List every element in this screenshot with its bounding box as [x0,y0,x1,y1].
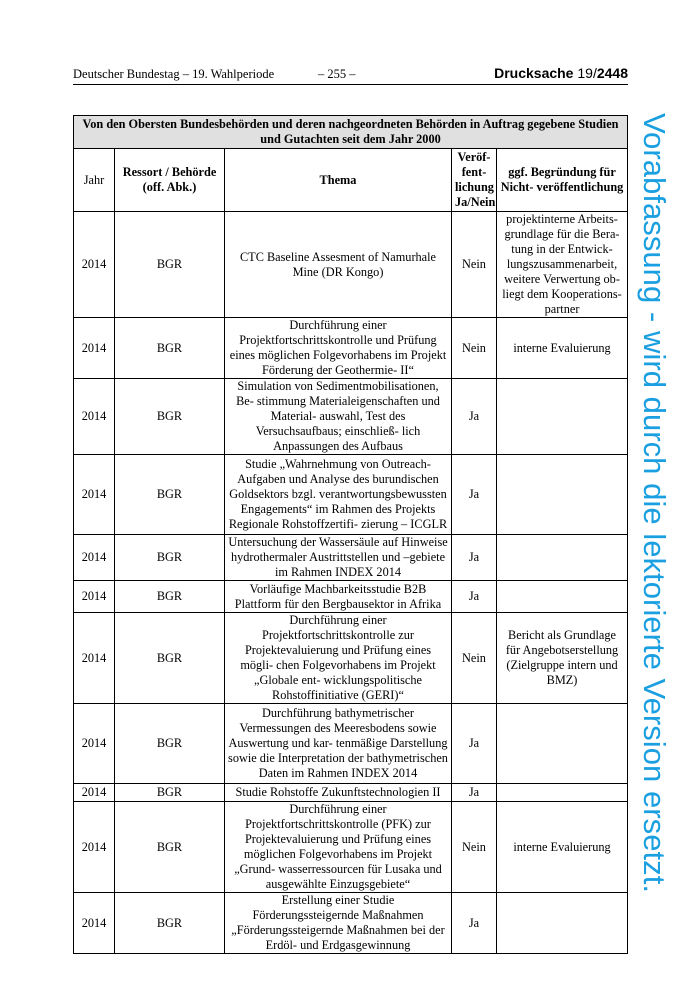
page-header [73,65,628,85]
cell-veroeffentlichung: Ja [452,535,497,581]
column-header-thema: Thema [225,149,452,212]
cell-jahr: 2014 [74,704,115,784]
cell-ressort: BGR [115,704,225,784]
cell-thema: Durchführung einer Projektfortschrittskontrolle und Prüfung eines möglichen Folgevorhabens im Projekt Förderung der Geothermie- II“ [225,318,452,379]
cell-begruendung: projektinterne Arbeits- grundlage für die Bera- tung in der Entwick- lungszusammenarbeit, weitere Verwertung ob- liegt dem Kooperations- partner [497,212,628,318]
watermark-text: Vorabfassung - wird durch die lektorierte Version ersetzt. [637,113,671,878]
cell-jahr: 2014 [74,581,115,613]
cell-thema: Durchführung bathymetrischer Vermessungen des Meeresbodens sowie Auswertung und kar- tenmäßige Darstellung sowie die Interpretation der bathymetrischen Daten im Rahmen INDEX 2014 [225,704,452,784]
cell-veroeffentlichung: Ja [452,784,497,802]
header-publication: Deutscher Bundestag – 19. Wahlperiode [73,67,275,81]
table-row [74,212,628,318]
cell-veroeffentlichung: Nein [452,318,497,379]
table-row [74,893,628,954]
cell-thema: Durchführung einer Projektfortschrittskontrolle (PFK) zur Projektevaluierung und Prüfung eines möglichen Folgevorhabens im Projekt „Grund- wasserressourcen für Lusaka und ausgewählte Einzugsgebiete“ [225,802,452,893]
table-row [74,581,628,613]
cell-thema: Erstellung einer Studie Förderungssteigernde Maßnahmen „Förderungssteigernde Maßnahmen bei der Erdöl- und Erdgasgewinnung [225,893,452,954]
cell-jahr: 2014 [74,535,115,581]
header-page-number: – 255 – [318,67,356,81]
cell-ressort: BGR [115,613,225,704]
table-row [74,379,628,455]
cell-ressort: BGR [115,212,225,318]
header-document-number [494,65,628,81]
cell-begruendung: Bericht als Grundlage für Angebotserstellung (Zielgruppe intern und BMZ) [497,613,628,704]
cell-begruendung: interne Evaluierung [497,802,628,893]
cell-jahr: 2014 [74,318,115,379]
cell-veroeffentlichung: Ja [452,379,497,455]
cell-jahr: 2014 [74,893,115,954]
cell-begruendung: interne Evaluierung [497,318,628,379]
cell-veroeffentlichung: Nein [452,802,497,893]
cell-veroeffentlichung: Nein [452,613,497,704]
cell-jahr: 2014 [74,802,115,893]
column-header-veroeffentlichung: Veröf- fent- lichung Ja/Nein [452,149,497,212]
cell-ressort: BGR [115,893,225,954]
cell-thema: Vorläufige Machbarkeitsstudie B2B Plattform für den Bergbausektor in Afrika [225,581,452,613]
table-row [74,784,628,802]
cell-ressort: BGR [115,535,225,581]
cell-jahr: 2014 [74,613,115,704]
table-row [74,535,628,581]
cell-ressort: BGR [115,784,225,802]
cell-veroeffentlichung: Nein [452,212,497,318]
table-row [74,802,628,893]
cell-jahr: 2014 [74,455,115,535]
cell-jahr: 2014 [74,784,115,802]
column-header-ressort: Ressort / Behörde (off. Abk.) [115,149,225,212]
table-row [74,704,628,784]
table-row [74,318,628,379]
column-header-begruendung: ggf. Begründung für Nicht- veröffentlichung [497,149,628,212]
cell-ressort: BGR [115,455,225,535]
cell-thema: Simulation von Sedimentmobilisationen, Be- stimmung Materialeigenschaften und Material- auswahl, Test des Versuchsaufbaus; einschließ- lich Anpassungen des Aufbaus [225,379,452,455]
column-header-jahr: Jahr [74,149,115,212]
cell-thema: Untersuchung der Wassersäule auf Hinweise hydrothermaler Austrittstellen und –gebiete im Rahmen INDEX 2014 [225,535,452,581]
header-doc-label: Drucksache [494,65,574,81]
table-row [74,455,628,535]
table-row [74,613,628,704]
cell-ressort: BGR [115,581,225,613]
cell-ressort: BGR [115,379,225,455]
cell-thema: Durchführung einer Projektfortschrittskontrolle zur Projektevaluierung und Prüfung eines mögli- chen Folgevorhabens im Projekt „Globale ent- wicklungspolitische Rohstoffinitiative (GERI)“ [225,613,452,704]
cell-ressort: BGR [115,802,225,893]
cell-ressort: BGR [115,318,225,379]
draft-watermark [600,105,700,905]
cell-veroeffentlichung: Ja [452,455,497,535]
table-title: Von den Obersten Bundesbehörden und deren nachgeordneten Behörden in Auftrag gegebene Studien und Gutachten seit dem Jahr 2000 [74,116,628,149]
cell-veroeffentlichung: Ja [452,893,497,954]
header-doc-number: 2448 [596,65,628,81]
cell-thema: Studie Rohstoffe Zukunftstechnologien II [225,784,452,802]
studies-table [73,115,628,954]
header-doc-prefix: 19/ [577,65,597,81]
header-rule [73,84,628,85]
cell-thema: CTC Baseline Assesment of Namurhale Mine (DR Kongo) [225,212,452,318]
cell-thema: Studie „Wahrnehmung von Outreach-Aufgaben und Analyse des burundischen Goldsektors bzgl. verantwortungsbewussten Engagements“ im Rahmen des Projekts Regionale Rohstoffzertifi- zierung – ICGLR [225,455,452,535]
cell-jahr: 2014 [74,379,115,455]
cell-jahr: 2014 [74,212,115,318]
cell-veroeffentlichung: Ja [452,704,497,784]
cell-veroeffentlichung: Ja [452,581,497,613]
